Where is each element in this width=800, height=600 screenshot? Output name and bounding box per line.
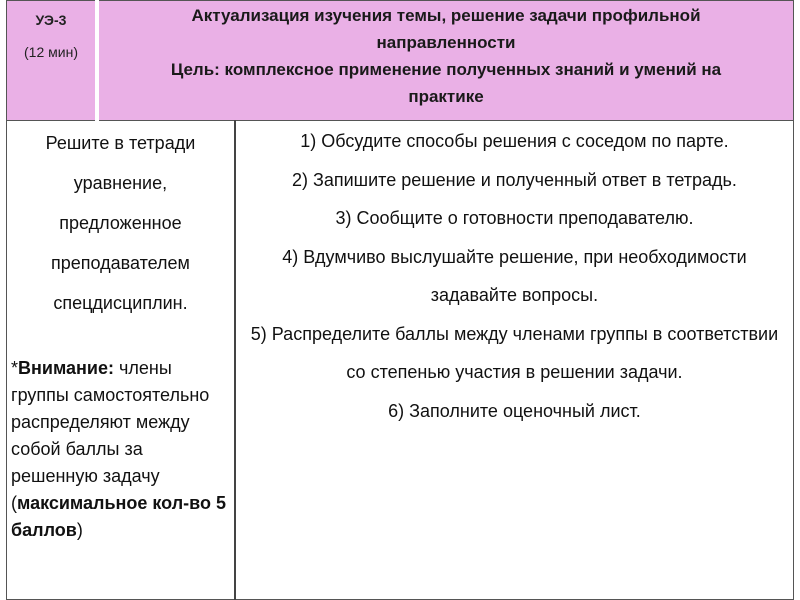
note-bold: Внимание: [18, 358, 114, 378]
instruction-step-5: 5) Распределите баллы между членами группы в соответствии со степенью участия в решении задачи. [250, 323, 779, 382]
instruction-step-6: 6) Заполните оценочный лист. [388, 400, 641, 421]
instruction-step-2: 2) Запишите решение и полученный ответ в тетрадь. [291, 169, 737, 190]
stage-title-line2: направленности [376, 33, 516, 52]
stage-code: УЭ-3 [35, 12, 67, 28]
note-prefix: * [11, 358, 19, 378]
note-text: члены группы самостоятельно распределяют между собой баллы за решенную задачу ( [11, 358, 210, 513]
instruction-list [242, 122, 787, 430]
lesson-table [6, 0, 794, 600]
content-row [7, 121, 794, 600]
note-max-points: максимальное кол-во 5 баллов [11, 493, 226, 540]
stage-goal-line1: Цель: комплексное применение полученных знаний и умений на [170, 60, 722, 79]
stage-title-cell [97, 1, 794, 121]
stage-duration: (12 мин) [24, 44, 78, 60]
task-cell [7, 121, 235, 600]
stage-code-cell [7, 1, 98, 121]
task-text: Решите в тетради уравнение, предложенное преподавателем спецдисциплин. [45, 133, 196, 313]
instruction-step-4: 4) Вдумчиво выслушайте решение, при необходимости задавайте вопросы. [282, 246, 747, 305]
note-close: ) [76, 520, 83, 540]
header-row [7, 1, 794, 121]
instruction-step-1: 1) Обсудите способы решения с соседом по парте. [300, 131, 729, 151]
attention-note [11, 355, 230, 544]
instructions-cell [235, 121, 794, 600]
instruction-step-3: 3) Сообщите о готовности преподавателю. [335, 208, 694, 228]
stage-title-line1: Актуализация изучения темы, решение задачи профильной [191, 6, 701, 25]
stage-goal-line2: практике [408, 87, 484, 106]
